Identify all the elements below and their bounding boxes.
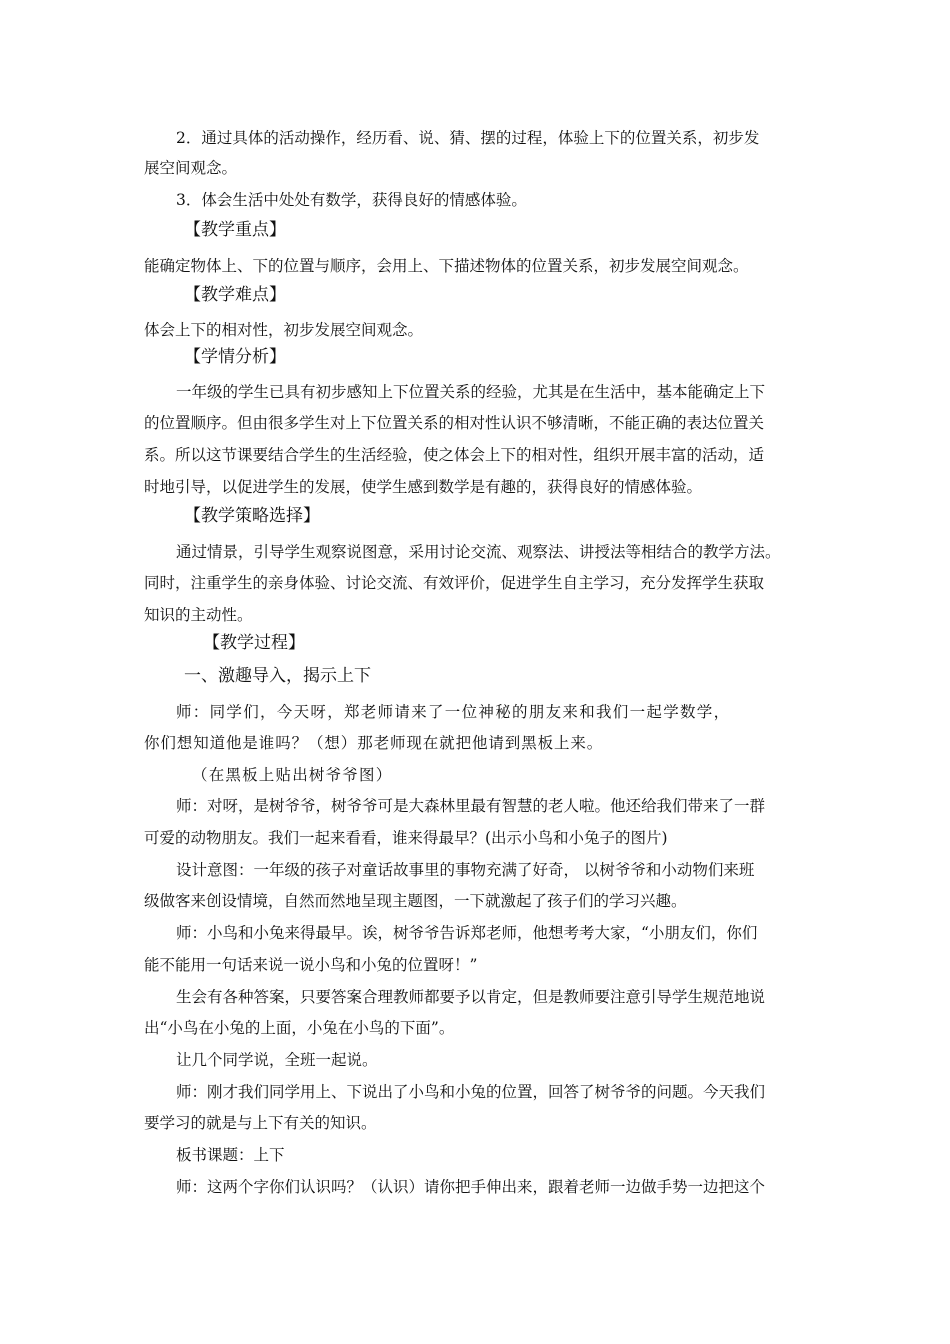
teacher-line-1: 师：同学们，今天呀，郑老师请来了一位神秘的朋友来和我们一起学数学，	[176, 703, 731, 721]
stage-direction: （在黑板上贴出树爷爷图）	[192, 766, 393, 784]
heading-strategy: 【教学策略选择】	[184, 506, 320, 526]
analysis-line-1: 一年级的学生已具有初步感知上下位置关系的经验，尤其是在生活中，基本能确定上下	[176, 383, 766, 401]
heading-student-analysis: 【学情分析】	[184, 347, 286, 367]
objective-2-line-1: 2．通过具体的活动操作，经历看、说、猜、摆的过程，体验上下的位置关系，初步发	[176, 129, 760, 147]
strategy-line-1: 通过情景，引导学生观察说图意，采用讨论交流、观察法、讲授法等相结合的教学方法。	[176, 543, 781, 561]
teacher-line-6: 能不能用一句话来说一说小鸟和小兔的位置呀！”	[144, 956, 478, 974]
design-intent-line-1: 设计意图：一年级的孩子对童话故事里的事物充满了好奇， 以树爷爷和小动物们来班	[176, 861, 755, 879]
heading-difficulties: 【教学难点】	[184, 285, 286, 305]
teacher-line-5: 师：小鸟和小兔来得最早。诶，树爷爷告诉郑老师，他想考考大家，“小朋友们，你们	[176, 924, 758, 942]
section-1-title: 一、激趣导入，揭示上下	[184, 666, 371, 686]
class-practice: 让几个同学说，全班一起说。	[176, 1051, 378, 1069]
student-answer-line-1: 生会有各种答案，只要答案合理教师都要予以肯定，但是教师要注意引导学生规范地说	[176, 988, 766, 1006]
teacher-line-8: 要学习的就是与上下有关的知识。	[144, 1114, 377, 1132]
analysis-line-3: 系。所以这节课要结合学生的生活经验，使之体会上下的相对性，组织开展丰富的活动，适	[144, 446, 765, 464]
analysis-line-4: 时地引导，以促进学生的发展，使学生感到数学是有趣的，获得良好的情感体验。	[144, 478, 703, 496]
heading-process: 【教学过程】	[203, 633, 305, 653]
teacher-line-9: 师：这两个字你们认识吗？（认识）请你把手伸出来，跟着老师一边做手势一边把这个	[176, 1178, 766, 1196]
heading-key-points: 【教学重点】	[184, 220, 286, 240]
difficulties-text: 体会上下的相对性，初步发展空间观念。	[144, 321, 424, 339]
student-answer-line-2: 出“小鸟在小兔的上面，小兔在小鸟的下面”。	[144, 1019, 455, 1037]
strategy-line-3: 知识的主动性。	[144, 606, 253, 624]
objective-3: 3．体会生活中处处有数学，获得良好的情感体验。	[176, 191, 527, 209]
key-points-text: 能确定物体上、下的位置与顺序，会用上、下描述物体的位置关系，初步发展空间观念。	[144, 257, 749, 275]
teacher-line-7: 师：刚才我们同学用上、下说出了小鸟和小兔的位置，回答了树爷爷的问题。今天我们	[176, 1083, 766, 1101]
teacher-line-3: 师：对呀，是树爷爷，树爷爷可是大森林里最有智慧的老人啦。他还给我们带来了一群	[176, 797, 766, 815]
board-title: 板书课题：上下	[176, 1146, 285, 1164]
teacher-line-2: 你们想知道他是谁吗？（想）那老师现在就把他请到黑板上来。	[144, 734, 604, 752]
analysis-line-2: 的位置顺序。但由很多学生对上下位置关系的相对性认识不够清晰，不能正确的表达位置关	[144, 414, 765, 432]
objective-2-line-2: 展空间观念。	[144, 159, 238, 177]
teacher-line-4: 可爱的动物朋友。我们一起来看看，谁来得最早？(出示小鸟和小兔子的图片)	[144, 829, 668, 847]
design-intent-line-2: 级做客来创设情境，自然而然地呈现主题图，一下就激起了孩子们的学习兴趣。	[144, 892, 687, 910]
strategy-line-2: 同时，注重学生的亲身体验、讨论交流、有效评价，促进学生自主学习，充分发挥学生获取	[144, 574, 765, 592]
